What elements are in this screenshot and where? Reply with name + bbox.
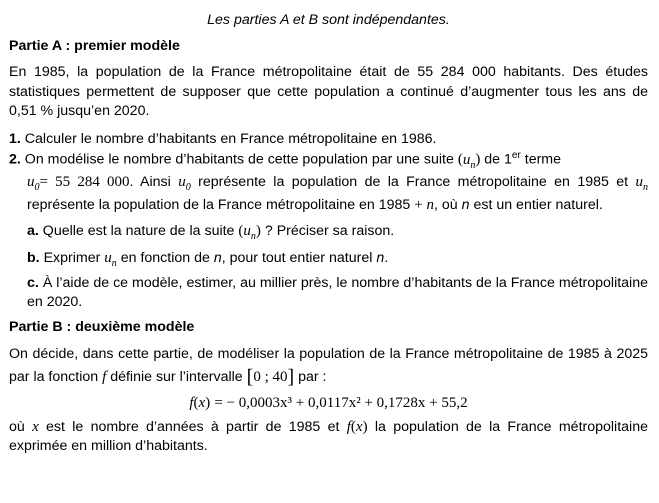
question-2-subparts — [27, 221, 648, 312]
part-b-title: Partie B : deuxième modèle — [9, 319, 195, 336]
question-1: 1. Calculer le nombre d’habitants en France métropolitaine en 1986. — [9, 130, 437, 147]
question-2b: b. Exprimer $u_n$ en fonction de n, pour tout entier naturel n. — [27, 249, 389, 269]
function-formula: f(x) = − 0,0003x³ + 0,0117x² + 0,1728x + 55,2 — [189, 394, 468, 411]
part-a-paragraph: En 1985, la population de la France métropolitaine était de 55 284 000 habitants. Des études statistiques permettent de supposer que cette population a continué d’augmenter tous les ans de 0,51 % jusqu’en 2020. — [9, 64, 648, 119]
part-b-paragraph-2: où x est le nombre d’années à partir de 1985 et f(x) la population de la France métropolitaine exprimée en million d’habitants. — [9, 418, 648, 455]
question-2-cont: $u_0= 55$ 284 000. Ainsi $u_0$ représente la population de la France métropolitaine en 1985 et $u_n$ représente la population de la France métropolitaine en 1985 + n, où n est un entier naturel. — [27, 174, 649, 213]
part-b-paragraph-1: On décide, dans cette partie, de modéliser la population de la France métropolitaine de 1985 à 2025 par la fonction f définie sur l’intervalle [0 ; 40] par : — [9, 345, 648, 388]
intro-text: Les parties A et B sont indépendantes. — [207, 12, 450, 28]
part-a-title: Partie A : premier modèle — [9, 38, 180, 55]
question-2a: a. Quelle est la nature de la suite $(u_n)$ ? Préciser sa raison. — [27, 223, 395, 243]
sequence-un: $(u_n)$ — [457, 151, 481, 171]
question-2c: c. À l’aide de ce modèle, estimer, au millier près, le nombre d’habitants de la France métropolitaine en 2020. — [27, 275, 648, 311]
question-2: 2. On modélise le nombre d’habitants de cette population par une suite $(u_n)$ de 1er terme — [9, 150, 562, 171]
